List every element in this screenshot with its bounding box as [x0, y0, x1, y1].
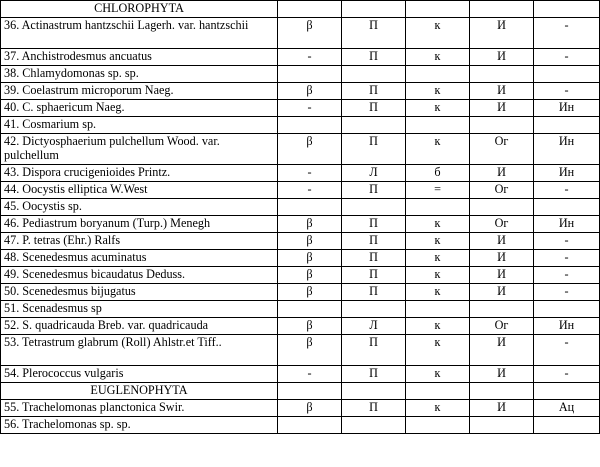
attribute-cell-1: - — [278, 49, 342, 66]
table-row — [1, 66, 600, 83]
attribute-cell-4: И — [470, 267, 534, 284]
section-header-row — [1, 383, 600, 400]
table-row — [1, 417, 600, 434]
attribute-cell-4 — [470, 117, 534, 134]
section-title: EUGLENOPHYTA — [1, 383, 278, 400]
attribute-cell-2: П — [342, 335, 406, 366]
section-empty-cell — [342, 1, 406, 18]
section-empty-cell — [406, 1, 470, 18]
attribute-cell-4: И — [470, 335, 534, 366]
table-row — [1, 250, 600, 267]
attribute-cell-2 — [342, 117, 406, 134]
attribute-cell-4: И — [470, 366, 534, 383]
attribute-cell-5 — [534, 417, 600, 434]
attribute-cell-3: к — [406, 83, 470, 100]
section-empty-cell — [470, 1, 534, 18]
section-title: CHLOROPHYTA — [1, 1, 278, 18]
attribute-cell-4: Ог — [470, 134, 534, 165]
attribute-cell-5: Ин — [534, 100, 600, 117]
attribute-cell-5: - — [534, 284, 600, 301]
table-row — [1, 100, 600, 117]
attribute-cell-4: И — [470, 233, 534, 250]
section-empty-cell — [534, 1, 600, 18]
table-row — [1, 335, 600, 366]
table-row — [1, 134, 600, 165]
attribute-cell-3: к — [406, 284, 470, 301]
attribute-cell-1: β — [278, 134, 342, 165]
attribute-cell-3: к — [406, 366, 470, 383]
attribute-cell-4: И — [470, 165, 534, 182]
table-row — [1, 199, 600, 216]
attribute-cell-2: П — [342, 233, 406, 250]
species-name: 39. Coelastrum microporum Naeg. — [1, 83, 278, 100]
attribute-cell-1 — [278, 301, 342, 318]
section-empty-cell — [278, 1, 342, 18]
attribute-cell-3: к — [406, 335, 470, 366]
attribute-cell-5: Ин — [534, 134, 600, 165]
attribute-cell-2: П — [342, 182, 406, 199]
table-row — [1, 284, 600, 301]
attribute-cell-3: к — [406, 250, 470, 267]
attribute-cell-5: - — [534, 335, 600, 366]
attribute-cell-2: П — [342, 400, 406, 417]
attribute-cell-2: П — [342, 100, 406, 117]
attribute-cell-2: П — [342, 250, 406, 267]
attribute-cell-5: - — [534, 49, 600, 66]
section-empty-cell — [534, 383, 600, 400]
table-row — [1, 233, 600, 250]
attribute-cell-2 — [342, 199, 406, 216]
table-row — [1, 301, 600, 318]
attribute-cell-3: к — [406, 318, 470, 335]
table-row — [1, 400, 600, 417]
attribute-cell-3: = — [406, 182, 470, 199]
attribute-cell-1: β — [278, 318, 342, 335]
attribute-cell-4: Ог — [470, 318, 534, 335]
attribute-cell-4: И — [470, 400, 534, 417]
table-row — [1, 83, 600, 100]
table-row — [1, 267, 600, 284]
attribute-cell-4: И — [470, 100, 534, 117]
attribute-cell-4: И — [470, 250, 534, 267]
section-header-row — [1, 1, 600, 18]
attribute-cell-5 — [534, 117, 600, 134]
attribute-cell-1: β — [278, 216, 342, 233]
species-name: 43. Dispora crucigenioides Printz. — [1, 165, 278, 182]
attribute-cell-5: Ин — [534, 318, 600, 335]
attribute-cell-1: β — [278, 267, 342, 284]
attribute-cell-3: к — [406, 100, 470, 117]
attribute-cell-1: β — [278, 18, 342, 49]
attribute-cell-2: Л — [342, 318, 406, 335]
species-name: 38. Chlamydomonas sp. sp. — [1, 66, 278, 83]
attribute-cell-3: б — [406, 165, 470, 182]
attribute-cell-2: П — [342, 216, 406, 233]
attribute-cell-1: β — [278, 400, 342, 417]
species-name: 44. Oocystis elliptica W.West — [1, 182, 278, 199]
species-name: 54. Plerococcus vulgaris — [1, 366, 278, 383]
attribute-cell-5: - — [534, 83, 600, 100]
species-name: 49. Scenedesmus bicaudatus Deduss. — [1, 267, 278, 284]
attribute-cell-2 — [342, 66, 406, 83]
attribute-cell-5: - — [534, 233, 600, 250]
table-row — [1, 49, 600, 66]
species-name: 52. S. quadricauda Breb. var. quadricauda — [1, 318, 278, 335]
species-name: 45. Oocystis sp. — [1, 199, 278, 216]
attribute-cell-2: П — [342, 18, 406, 49]
attribute-cell-4 — [470, 417, 534, 434]
table-row — [1, 18, 600, 49]
section-empty-cell — [470, 383, 534, 400]
attribute-cell-4: Ог — [470, 216, 534, 233]
species-name: 48. Scenedesmus acuminatus — [1, 250, 278, 267]
species-name: 42. Dictyosphaerium pulchellum Wood. var. pulchellum — [1, 134, 278, 165]
attribute-cell-2: П — [342, 83, 406, 100]
table-row — [1, 216, 600, 233]
attribute-cell-4 — [470, 66, 534, 83]
attribute-cell-4: И — [470, 18, 534, 49]
attribute-cell-1: - — [278, 366, 342, 383]
attribute-cell-3 — [406, 301, 470, 318]
species-name: 53. Tetrastrum glabrum (Roll) Ahlstr.et Tiff.. — [1, 335, 278, 366]
attribute-cell-3: к — [406, 233, 470, 250]
attribute-cell-3: к — [406, 267, 470, 284]
attribute-cell-5: Ац — [534, 400, 600, 417]
attribute-cell-1: β — [278, 284, 342, 301]
attribute-cell-5 — [534, 301, 600, 318]
attribute-cell-3: к — [406, 134, 470, 165]
table-row — [1, 366, 600, 383]
section-empty-cell — [406, 383, 470, 400]
attribute-cell-5: - — [534, 366, 600, 383]
table-row — [1, 182, 600, 199]
attribute-cell-2: П — [342, 284, 406, 301]
attribute-cell-1 — [278, 199, 342, 216]
table-row — [1, 165, 600, 182]
species-name: 51. Scenadesmus sp — [1, 301, 278, 318]
attribute-cell-1 — [278, 417, 342, 434]
species-name: 40. C. sphaericum Naeg. — [1, 100, 278, 117]
attribute-cell-2: П — [342, 134, 406, 165]
section-empty-cell — [278, 383, 342, 400]
attribute-cell-5: - — [534, 18, 600, 49]
attribute-cell-5: - — [534, 250, 600, 267]
attribute-cell-3 — [406, 117, 470, 134]
species-name: 50. Scenedesmus bijugatus — [1, 284, 278, 301]
attribute-cell-2 — [342, 301, 406, 318]
attribute-cell-1: - — [278, 100, 342, 117]
species-name: 47. P. tetras (Ehr.) Ralfs — [1, 233, 278, 250]
attribute-cell-4: И — [470, 83, 534, 100]
attribute-cell-1 — [278, 66, 342, 83]
attribute-cell-1 — [278, 117, 342, 134]
species-name: 46. Pediastrum boryanum (Turp.) Menegh — [1, 216, 278, 233]
attribute-cell-4: И — [470, 49, 534, 66]
attribute-cell-5: - — [534, 182, 600, 199]
attribute-cell-3: к — [406, 400, 470, 417]
attribute-cell-2: П — [342, 49, 406, 66]
attribute-cell-3: к — [406, 216, 470, 233]
attribute-cell-3 — [406, 417, 470, 434]
species-name: 36. Actinastrum hantzschii Lagerh. var. hantzschii — [1, 18, 278, 49]
section-empty-cell — [342, 383, 406, 400]
attribute-cell-1: - — [278, 182, 342, 199]
attribute-cell-5 — [534, 66, 600, 83]
attribute-cell-5 — [534, 199, 600, 216]
attribute-cell-5: - — [534, 267, 600, 284]
attribute-cell-1: β — [278, 83, 342, 100]
attribute-cell-1: β — [278, 335, 342, 366]
species-name: 55. Trachelomonas planctonica Swir. — [1, 400, 278, 417]
attribute-cell-2: П — [342, 267, 406, 284]
attribute-cell-1: β — [278, 250, 342, 267]
attribute-cell-4: Ог — [470, 182, 534, 199]
attribute-cell-4 — [470, 199, 534, 216]
species-table-body — [1, 1, 600, 434]
attribute-cell-3: к — [406, 49, 470, 66]
attribute-cell-4: И — [470, 284, 534, 301]
attribute-cell-4 — [470, 301, 534, 318]
attribute-cell-5: Ин — [534, 165, 600, 182]
attribute-cell-1: β — [278, 233, 342, 250]
attribute-cell-2: Л — [342, 165, 406, 182]
species-name: 41. Cosmarium sp. — [1, 117, 278, 134]
table-row — [1, 318, 600, 335]
attribute-cell-3 — [406, 199, 470, 216]
attribute-cell-1: - — [278, 165, 342, 182]
attribute-cell-2: П — [342, 366, 406, 383]
attribute-cell-3 — [406, 66, 470, 83]
attribute-cell-2 — [342, 417, 406, 434]
attribute-cell-5: Ин — [534, 216, 600, 233]
table-row — [1, 117, 600, 134]
attribute-cell-3: к — [406, 18, 470, 49]
species-name: 56. Trachelomonas sp. sp. — [1, 417, 278, 434]
species-name: 37. Anchistrodesmus ancuatus — [1, 49, 278, 66]
